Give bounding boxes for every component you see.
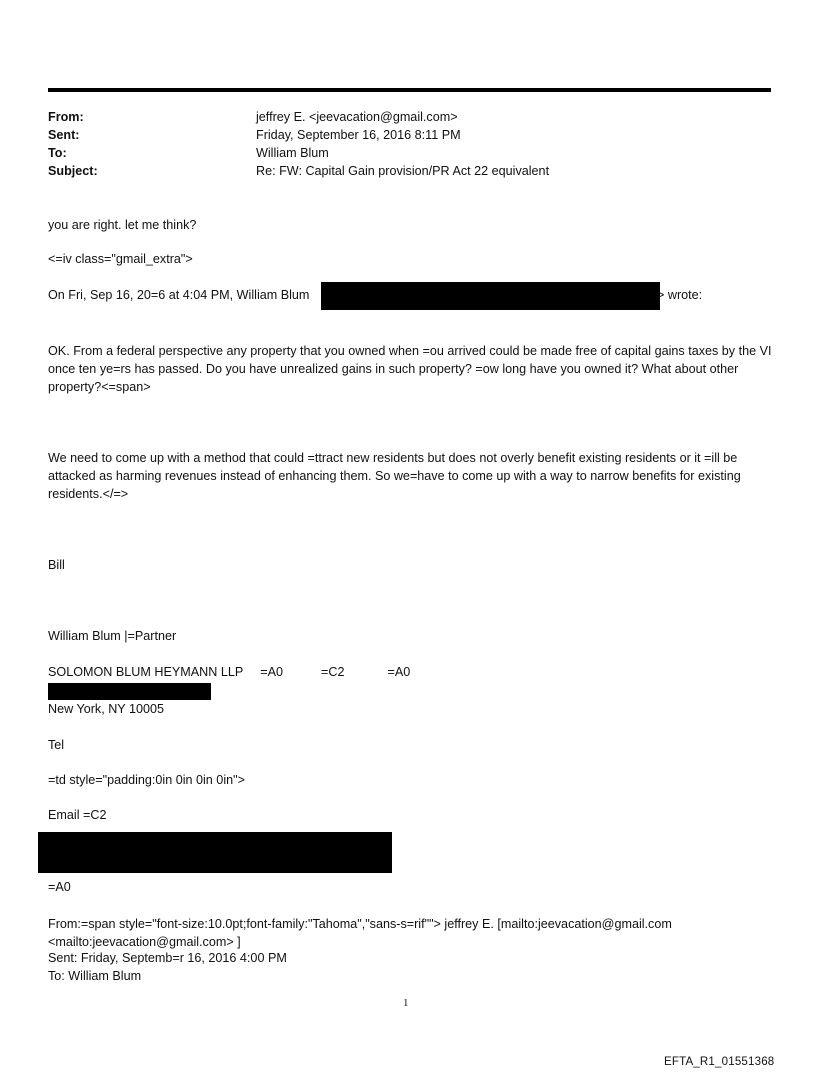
email-label: Email =C2 <box>48 808 107 822</box>
header-rule <box>48 88 771 92</box>
body-line-quote-prefix: On Fri, Sep 16, 20=6 at 4:04 PM, William Blum <box>48 288 310 302</box>
firm-line <box>48 665 410 679</box>
firm-code-3: =A0 <box>387 665 411 679</box>
signature-name: William Blum |=Partner <box>48 629 177 643</box>
redaction-box <box>321 282 660 310</box>
from-label: From: <box>48 110 84 124</box>
sent-value: Friday, September 16, 2016 8:11 PM <box>256 128 461 142</box>
body-paragraph-1: OK. From a federal perspective any property that you owned when =ou arrived could be made free of capital gains taxes by the VI once ten ye=rs has passed. Do you have unrealized gains in such property? =ow long have you owned it? What about other property?<=span> <box>48 344 772 394</box>
sent-label: Sent: <box>48 128 80 142</box>
td-style-line: =td style="padding:0in 0in 0in 0in"> <box>48 773 245 787</box>
firm-code-2: =C2 <box>321 665 345 679</box>
firm-name: SOLOMON BLUM HEYMANN LLP <box>48 665 244 679</box>
from-value: jeffrey E. <jeevacation@gmail.com> <box>256 110 458 124</box>
forwarded-from: From:=span style="font-size:10.0pt;font-family:"Tahoma","sans-s=rif""> jeffrey E. [mailto:jeevacation@gmail.com <mailto:jeevacation@gmail.com> ] <box>48 917 672 949</box>
to-label: To: <box>48 146 67 160</box>
to-value: William Blum <box>256 146 329 160</box>
signoff: Bill <box>48 558 65 572</box>
body-line-reply: you are right. let me think? <box>48 218 197 232</box>
body-line-gmail-extra: <=iv class="gmail_extra"> <box>48 252 193 266</box>
subject-value: Re: FW: Capital Gain provision/PR Act 22 equivalent <box>256 164 550 178</box>
redaction-box <box>48 683 211 700</box>
address-city: New York, NY 10005 <box>48 702 164 716</box>
body-line-quote-suffix: > wrote: <box>657 288 703 302</box>
forwarded-to: To: William Blum <box>48 969 142 983</box>
forwarded-sent: Sent: Friday, Septemb=r 16, 2016 4:00 PM <box>48 951 287 965</box>
tel-label: Tel <box>48 738 65 752</box>
document-id: EFTA_R1_01551368 <box>664 1056 775 1068</box>
body-paragraph-2: We need to come up with a method that could =ttract new residents but does not overly benefit existing residents or it =ill be attacked as harming revenues instead of enhancing them. So we=have to come up with a way to narrow benefits for existing residents.</=> <box>48 451 741 501</box>
firm-code-1: =A0 <box>260 665 284 679</box>
subject-label: Subject: <box>48 164 98 178</box>
redaction-box <box>38 832 392 873</box>
a0-line: =A0 <box>48 880 71 894</box>
page-number: 1 <box>403 997 409 1009</box>
